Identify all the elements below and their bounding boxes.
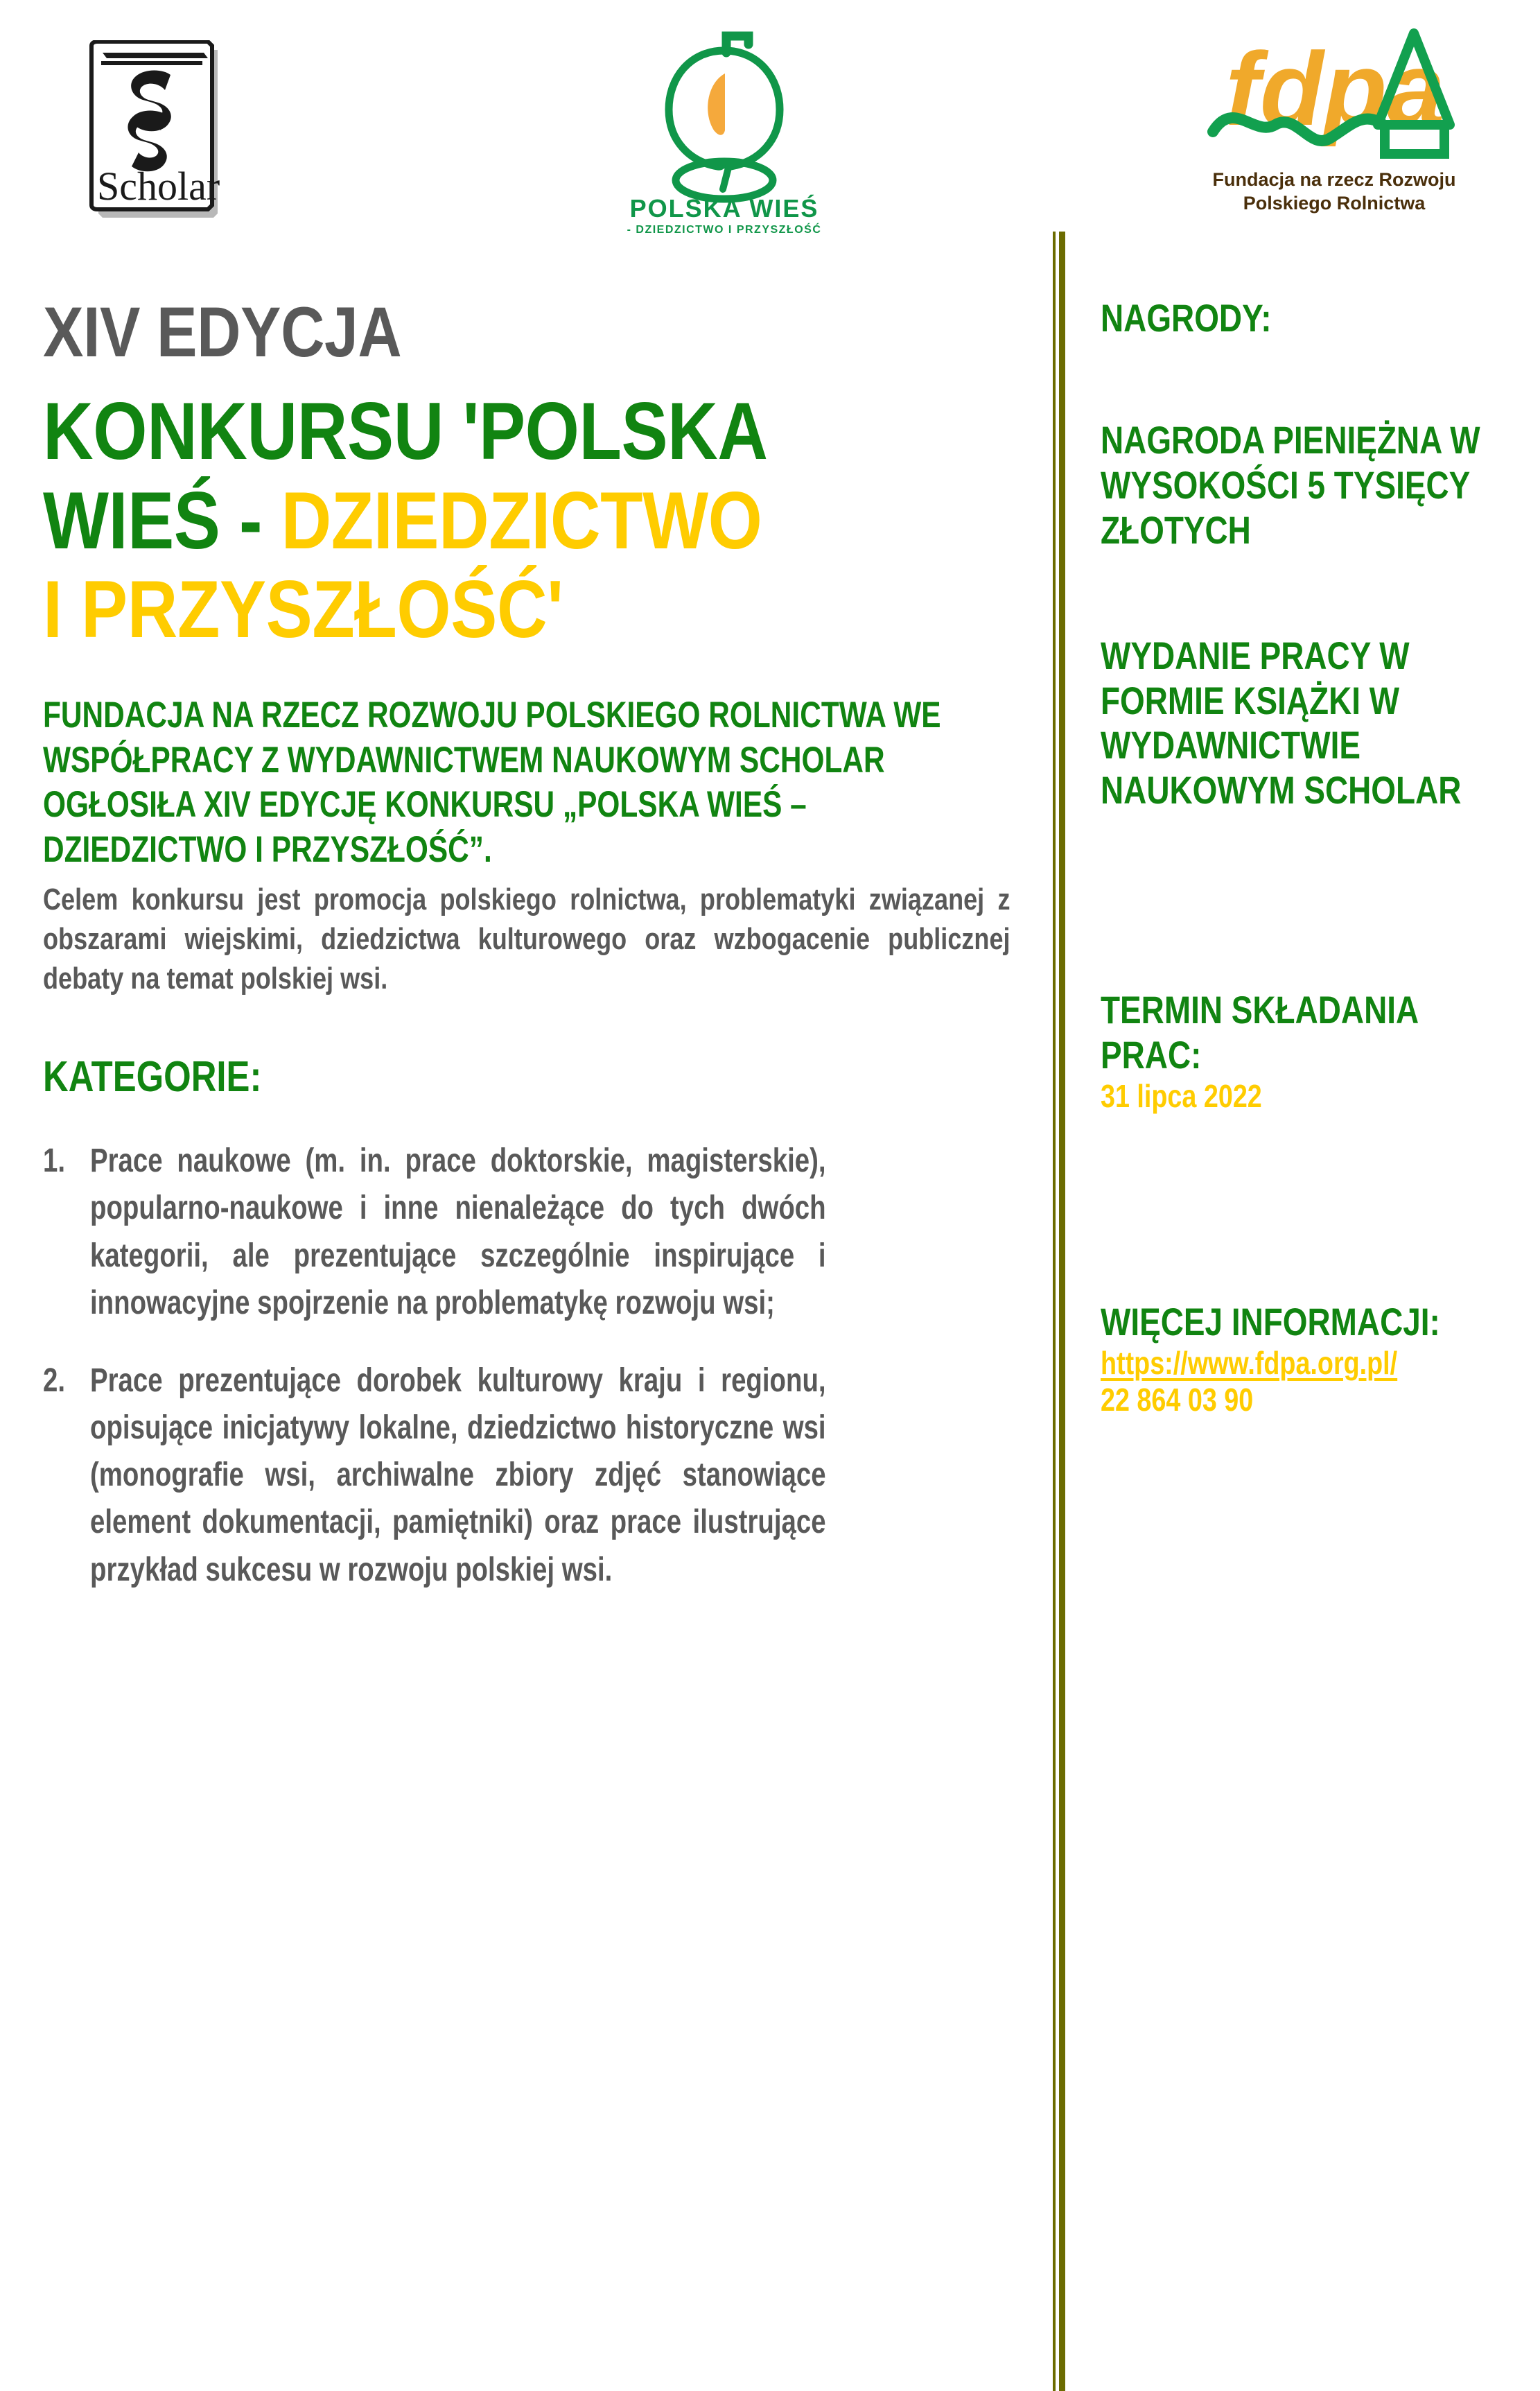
- spacer: [1101, 553, 1503, 634]
- fdpa-wordmark: fdpa: [1225, 31, 1445, 147]
- list-item: [43, 1357, 1010, 1594]
- scholar-logo-icon: [82, 40, 231, 222]
- polska-wies-wordmark: POLSKA WIEŚ: [629, 194, 819, 223]
- title-green-part-2: WIEŚ -: [43, 474, 281, 566]
- more-info-phone: 22 864 03 90: [1101, 1381, 1254, 1418]
- scholar-logo: [82, 40, 231, 222]
- title-line-3: [43, 565, 875, 654]
- fdpa-caption-line2: Polskiego Rolnictwa: [1243, 193, 1426, 214]
- award-item-money: NAGRODA PIENIĘŻNA W WYSOKOŚCI 5 TYSIĘCY ZŁOTYCH: [1101, 417, 1480, 552]
- award-item-publication: WYDANIE PRACY W FORMIE KSIĄŻKI W WYDAWNICTWIE NAUKOWYM SCHOLAR: [1101, 633, 1462, 812]
- categories-heading: KATEGORIE:: [43, 1053, 262, 1102]
- spacer: [1101, 1115, 1503, 1300]
- categories-list: [43, 1138, 1010, 1593]
- page-title: [43, 387, 875, 654]
- intro-body-text: Celem konkursu jest promocja polskiego rolnictwa, problematyki związanej z obszarami wiejskimi, dziedzictwa kulturowego oraz wzbogacenie publicznej debaty na temat polskiej wsi.: [43, 882, 1010, 996]
- logo-header-bar: [0, 0, 1540, 236]
- title-green-part-1: KONKURSU 'POLSKA: [43, 385, 768, 476]
- title-yellow-part-2: I PRZYSZŁOŚĆ': [43, 564, 563, 655]
- list-item-text: Prace prezentujące dorobek kulturowy kraju i regionu, opisujące inicjatywy lokalne, dziedzictwo historyczne wsi (monografie wsi, archiwalne zbiory zdjęć stanowiące element dokumentacji, pamiętniki) oraz prace ilustrujące przykład sukcesu w rozwoju polskiej wsi.: [90, 1362, 826, 1588]
- list-item-number: 2.: [43, 1362, 66, 1399]
- list-item-number: 1.: [43, 1142, 66, 1180]
- right-sidebar-column: [1101, 297, 1503, 1418]
- more-info-heading: WIĘCEJ INFORMACJI:: [1101, 1299, 1440, 1344]
- fdpa-caption-line1: Fundacja na rzecz Rozwoju: [1212, 169, 1456, 190]
- vertical-divider-thin: [1053, 232, 1056, 2391]
- polska-wies-apple-icon: [610, 19, 839, 234]
- list-item-text: Prace naukowe (m. in. prace doktorskie, magisterskie), popularno-naukowe i inne nienależące do tych dwóch kategorii, ale prezentujące szczególnie inspirujące i innowacyjne spojrzenie na problematykę rozwoju wsi;: [90, 1142, 826, 1321]
- list-item: [43, 1138, 1010, 1327]
- intro-headline: FUNDACJA NA RZECZ ROZWOJU POLSKIEGO ROLNICTWA WE WSPÓŁPRACY Z WYDAWNICTWEM NAUKOWYM SCHOLAR OGŁOSIŁA XIV EDYCJĘ KONKURSU „POLSKA WIEŚ – DZIEDZICTWO I PRZYSZŁOŚĆ”.: [43, 695, 941, 871]
- title-yellow-part-1: DZIEDZICTWO: [281, 474, 762, 566]
- vertical-divider-thick: [1059, 232, 1065, 2391]
- deadline-heading: TERMIN SKŁADANIA PRAC:: [1101, 988, 1418, 1077]
- awards-heading: NAGRODY:: [1101, 296, 1272, 340]
- left-content-column: [43, 293, 1010, 1624]
- fdpa-logo-icon: [1206, 21, 1462, 229]
- spacer: [1101, 340, 1503, 418]
- polska-wies-logo: [610, 19, 839, 234]
- title-line-1: [43, 387, 875, 476]
- title-edition: XIV EDYCJA: [43, 293, 402, 372]
- spacer: [1101, 813, 1503, 988]
- deadline-date: 31 lipca 2022: [1101, 1078, 1262, 1115]
- polska-wies-tagline: - DZIEDZICTWO I PRZYSZŁOŚĆ: [627, 224, 822, 234]
- fdpa-logo: [1206, 21, 1462, 229]
- more-info-url-row: [1101, 1345, 1503, 1382]
- fdpa-website-link[interactable]: https://www.fdpa.org.pl/: [1101, 1344, 1398, 1381]
- scholar-wordmark: Scholar: [97, 164, 220, 209]
- title-line-2: [43, 476, 875, 566]
